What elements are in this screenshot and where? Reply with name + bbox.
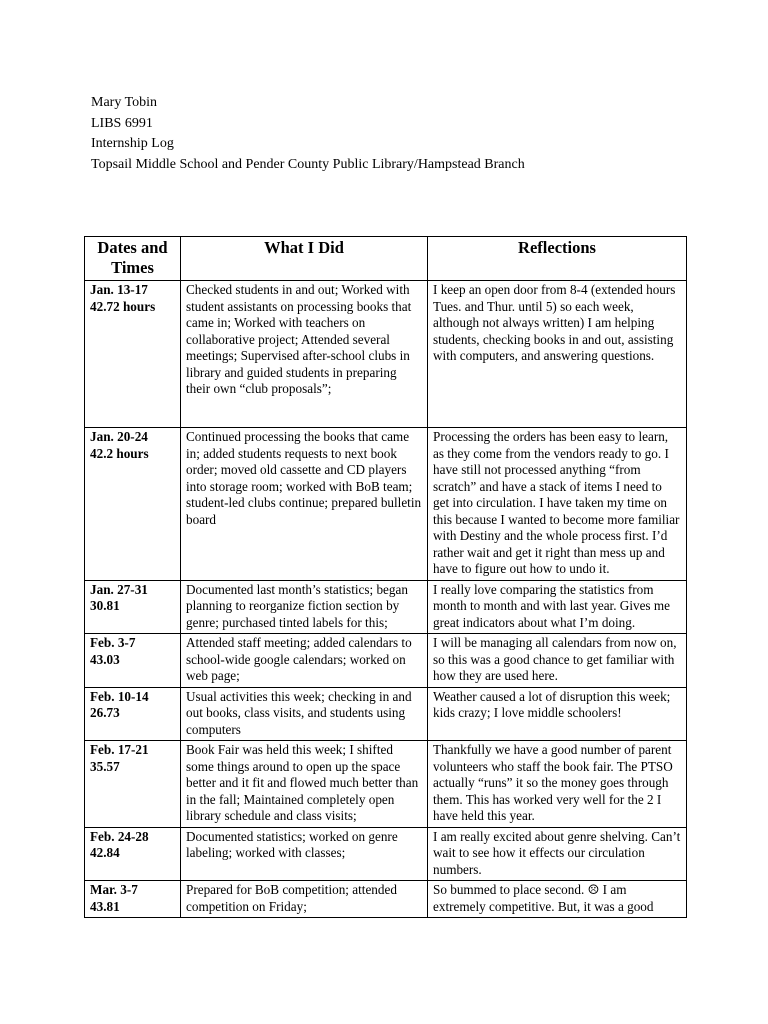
- table-row: [85, 580, 687, 634]
- table-row: [85, 741, 687, 828]
- hours: 30.81: [90, 598, 120, 613]
- reflection-cell: I keep an open door from 8-4 (extended hours Tues. and Thur. until 5) so each week, although not always written) I am helping students, checking books in and out, assisting with computers, and answering questions.: [428, 281, 687, 428]
- internship-log-table: [84, 236, 687, 918]
- date-cell: [85, 741, 181, 828]
- activity-cell: Attended staff meeting; added calendars to school-wide google calendars; worked on web page;: [181, 634, 428, 688]
- date-range: Feb. 24-28: [90, 828, 149, 844]
- date-range: Feb. 3-7: [90, 635, 136, 650]
- column-header-reflections: Reflections: [428, 237, 687, 281]
- date-range: Feb. 10-14: [90, 688, 149, 704]
- author-name: Mary Tobin: [91, 95, 158, 110]
- date-cell: [85, 687, 181, 741]
- table-row: [85, 827, 687, 881]
- table-row: [85, 687, 687, 741]
- date-cell: [85, 580, 181, 634]
- hours: 43.03: [90, 651, 120, 667]
- date-range: Jan. 20-24: [90, 429, 148, 444]
- table-row: [85, 281, 687, 428]
- table-row: [85, 428, 687, 581]
- table-header-row: [85, 237, 687, 281]
- reflection-cell: Weather caused a lot of disruption this week; kids crazy; I love middle schoolers!: [428, 687, 687, 741]
- date-cell: [85, 634, 181, 688]
- reflection-cell: I will be managing all calendars from now on, so this was a good chance to get familiar with how they are used here.: [428, 634, 687, 688]
- hours: 42.72 hours: [90, 298, 156, 314]
- date-cell: [85, 827, 181, 881]
- column-header-dates: Dates and Times: [85, 237, 181, 281]
- date-range: Jan. 27-31: [90, 581, 148, 597]
- activity-cell: Checked students in and out; Worked with student assistants on processing books that came in; Worked with teachers on collaborative project; Attended several meetings; Supervised after-school clubs in library and guided students in preparing their own “club proposals”;: [181, 281, 428, 428]
- hours: 42.84: [90, 845, 120, 860]
- hours: 42.2 hours: [90, 445, 149, 461]
- table-row: [85, 634, 687, 688]
- hours: 43.81: [90, 898, 120, 914]
- activity-cell: Book Fair was held this week; I shifted some things around to open up the space better and it fit and flowed much better than in the fall; Maintained completely open library schedule and class visits;: [181, 741, 428, 828]
- date-range: Mar. 3-7: [90, 882, 138, 897]
- date-range: Feb. 17-21: [90, 742, 149, 757]
- reflection-cell: I really love comparing the statistics from month to month and with last year. Gives me great indicators about what I’m doing.: [428, 580, 687, 634]
- column-header-what-i-did: What I Did: [181, 237, 428, 281]
- table-row: [85, 881, 687, 918]
- course-code: LIBS 6991: [91, 115, 153, 131]
- activity-cell: Usual activities this week; checking in and out books, class visits, and students using computers: [181, 687, 428, 741]
- date-cell: [85, 281, 181, 428]
- reflection-cell: I am really excited about genre shelving. Can’t wait to see how it effects our circulation numbers.: [428, 827, 687, 881]
- activity-cell: Documented last month’s statistics; began planning to reorganize fiction section by genre; purchased tinted labels for this;: [181, 580, 428, 634]
- date-cell: [85, 881, 181, 918]
- reflection-cell: Processing the orders has been easy to learn, as they come from the vendors ready to go. I have still not processed anything “from scratch” and have a stack of items I need to get into circulation. I have taken my time on this because I wanted to become more familiar with Destiny and the whole process first. I’d rather wait and get it right than mess up and have to figure out how to undo it.: [428, 428, 687, 581]
- date-cell: [85, 428, 181, 581]
- document-header: [91, 93, 525, 175]
- activity-cell: Documented statistics; worked on genre labeling; worked with classes;: [181, 827, 428, 881]
- date-range: Jan. 13-17: [90, 282, 148, 297]
- activity-cell: Prepared for BoB competition; attended competition on Friday;: [181, 881, 428, 918]
- hours: 35.57: [90, 758, 120, 774]
- internship-location: Topsail Middle School and Pender County Public Library/Hampstead Branch: [91, 156, 525, 172]
- document-title: Internship Log: [91, 136, 174, 151]
- reflection-cell: Thankfully we have a good number of parent volunteers who staff the book fair. The PTSO actually “runs” it so the money goes through them. This has worked very well for the 2 I have held this year.: [428, 741, 687, 828]
- reflection-cell: So bummed to place second. ☹ I am extremely competitive. But, it was a good: [428, 881, 687, 918]
- activity-cell: Continued processing the books that came in; added students requests to next book order; moved old cassette and CD players into storage room; worked with BoB team; student-led clubs continue; prepared bulletin board: [181, 428, 428, 581]
- hours: 26.73: [90, 705, 120, 720]
